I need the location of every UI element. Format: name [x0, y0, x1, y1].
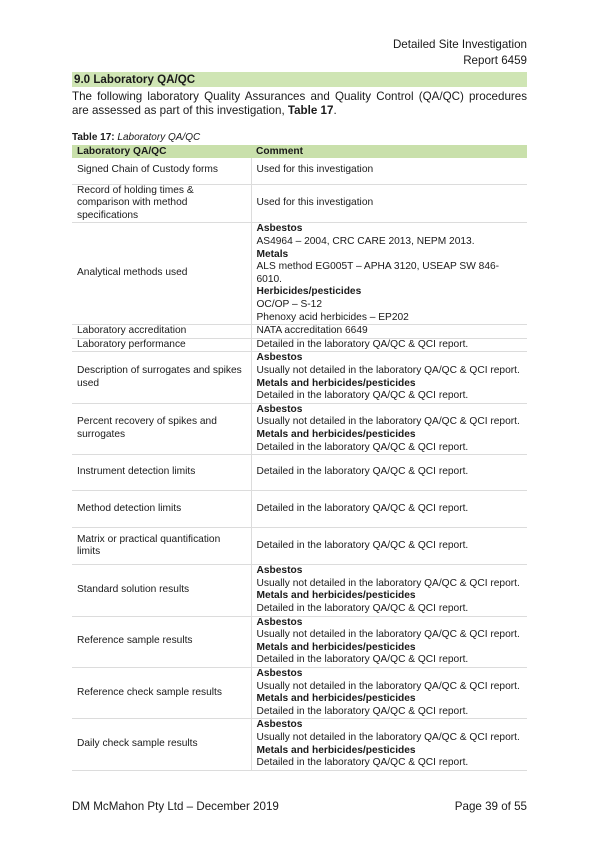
comment-line: Usually not detailed in the laboratory QA/QC & QCI report.: [256, 365, 520, 377]
table-row: [72, 528, 527, 565]
comment-subheading: Metals and herbicides/pesticides: [256, 590, 416, 602]
row-comment: [251, 325, 527, 339]
row-comment: [251, 223, 527, 325]
comment-line: Detailed in the laboratory QA/QC & QCI report.: [256, 338, 469, 350]
comment-subheading: Asbestos: [256, 719, 303, 731]
comment-subheading: Asbestos: [256, 565, 303, 577]
table-row: [72, 184, 527, 223]
comment-subheading: Metals and herbicides/pesticides: [256, 744, 416, 756]
table-row: [72, 455, 527, 491]
comment-line: Usually not detailed in the laboratory QA/QC & QCI report.: [256, 680, 520, 692]
comment-subheading: Asbestos: [256, 403, 303, 415]
row-comment: [251, 616, 527, 667]
row-label: Matrix or practical quantification limits: [72, 528, 251, 565]
row-label: Reference check sample results: [72, 667, 251, 718]
row-comment: [251, 667, 527, 718]
table-caption: [72, 132, 200, 143]
row-label: Analytical methods used: [72, 223, 251, 325]
row-comment: [251, 455, 527, 491]
comment-line: NATA accreditation 6649: [256, 325, 368, 337]
row-label: Daily check sample results: [72, 719, 251, 770]
comment-line: Usually not detailed in the laboratory QA/QC & QCI report.: [256, 416, 520, 428]
header-report-number: Report 6459: [463, 54, 527, 67]
intro-text: The following laboratory Quality Assurances and Quality Control (QA/QC) procedures are assessed as part of this investigation,: [72, 90, 527, 117]
comment-subheading: Asbestos: [256, 352, 303, 364]
comment-line: Usually not detailed in the laboratory QA/QC & QCI report.: [256, 731, 520, 743]
comment-line: Detailed in the laboratory QA/QC & QCI report.: [256, 654, 469, 666]
comment-subheading: Metals and herbicides/pesticides: [256, 377, 416, 389]
intro-table-reference: Table 17: [287, 103, 334, 117]
comment-line: OC/OP – S-12: [256, 298, 322, 310]
row-comment: [251, 158, 527, 184]
table-caption-label: Table 17:: [72, 132, 115, 143]
comment-line: Detailed in the laboratory QA/QC & QCI report.: [256, 539, 469, 551]
qaqc-table: [72, 145, 527, 771]
row-label: Reference sample results: [72, 616, 251, 667]
row-comment: [251, 491, 527, 528]
comment-subheading: Metals and herbicides/pesticides: [256, 429, 416, 441]
comment-subheading: Asbestos: [256, 223, 303, 235]
comment-subheading: Herbicides/pesticides: [256, 286, 362, 298]
comment-line: Detailed in the laboratory QA/QC & QCI report.: [256, 441, 469, 453]
table-row: [72, 565, 527, 616]
table-row: [72, 667, 527, 718]
comment-line: Detailed in the laboratory QA/QC & QCI report.: [256, 757, 469, 769]
footer-page-number: Page 39 of 55: [454, 800, 527, 813]
row-label: Description of surrogates and spikes used: [72, 352, 251, 403]
comment-line: Detailed in the laboratory QA/QC & QCI report.: [256, 603, 469, 614]
column-header-qaqc: Laboratory QA/QC: [72, 145, 251, 158]
table-header-row: [72, 145, 527, 158]
row-comment: [251, 338, 527, 352]
row-label: Standard solution results: [72, 565, 251, 616]
row-comment: [251, 352, 527, 403]
table-row: [72, 223, 527, 325]
table-row: [72, 403, 527, 454]
row-label: Laboratory accreditation: [72, 325, 251, 339]
table-body: [72, 158, 527, 770]
comment-subheading: Asbestos: [256, 667, 303, 679]
comment-line: Detailed in the laboratory QA/QC & QCI report.: [256, 466, 469, 478]
row-label: Signed Chain of Custody forms: [72, 158, 251, 184]
table-caption-title: Laboratory QA/QC: [117, 132, 201, 143]
section-intro: [72, 90, 527, 117]
comment-line: Detailed in the laboratory QA/QC & QCI report.: [256, 502, 469, 514]
comment-line: Detailed in the laboratory QA/QC & QCI report.: [256, 705, 469, 717]
comment-subheading: Metals and herbicides/pesticides: [256, 693, 416, 705]
row-comment: [251, 565, 527, 616]
table-row: [72, 158, 527, 184]
row-label: Laboratory performance: [72, 338, 251, 352]
comment-line: Used for this investigation: [256, 164, 374, 176]
comment-subheading: Asbestos: [256, 616, 303, 628]
comment-line: Usually not detailed in the laboratory QA/QC & QCI report.: [256, 577, 520, 589]
footer-company-date: DM McMahon Pty Ltd – December 2019: [72, 800, 279, 813]
table-row: [72, 491, 527, 528]
table-row: [72, 719, 527, 770]
row-comment: [251, 184, 527, 223]
row-label: Percent recovery of spikes and surrogates: [72, 403, 251, 454]
row-label: Instrument detection limits: [72, 455, 251, 491]
column-header-comment: Comment: [251, 145, 527, 158]
header-title: Detailed Site Investigation: [392, 38, 527, 51]
comment-line: ALS method EG005T – APHA 3120, USEAP SW 846-6010.: [256, 261, 500, 285]
comment-subheading: Metals: [256, 248, 289, 260]
comment-line: Detailed in the laboratory QA/QC & QCI report.: [256, 390, 469, 402]
row-comment: [251, 528, 527, 565]
row-comment: [251, 403, 527, 454]
intro-end: .: [333, 103, 337, 117]
document-header: [393, 37, 527, 69]
table-row: [72, 325, 527, 339]
table-row: [72, 352, 527, 403]
comment-line: Usually not detailed in the laboratory QA/QC & QCI report.: [256, 629, 520, 641]
comment-line: Phenoxy acid herbicides – EP202: [256, 311, 409, 323]
section-laboratory-qaqc: [72, 72, 527, 117]
comment-subheading: Metals and herbicides/pesticides: [256, 641, 416, 653]
row-comment: [251, 719, 527, 770]
table-row: [72, 616, 527, 667]
section-heading: 9.0 Laboratory QA/QC: [72, 72, 527, 87]
row-label: Record of holding times & comparison with method specifications: [72, 184, 251, 223]
table-row: [72, 338, 527, 352]
row-label: Method detection limits: [72, 491, 251, 528]
comment-line: AS4964 – 2004, CRC CARE 2013, NEPM 2013.: [256, 236, 475, 247]
comment-line: Used for this investigation: [256, 197, 374, 209]
